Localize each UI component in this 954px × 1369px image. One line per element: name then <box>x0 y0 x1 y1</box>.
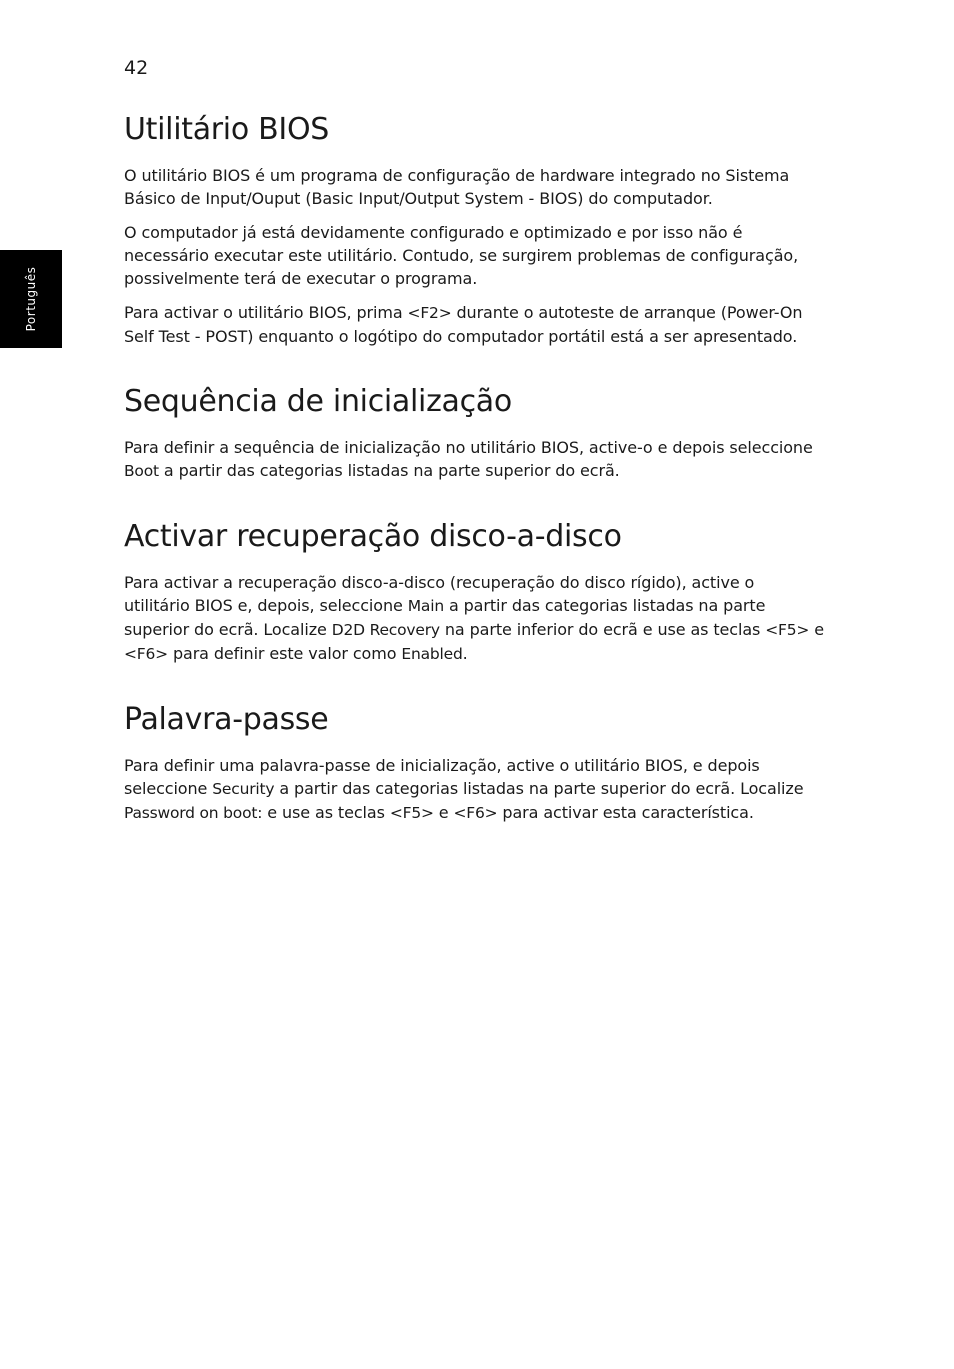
paragraph-text: Para activar a recuperação disco-a-disco (recuperação do disco rígido), active o utilitário BIOS e, depois, seleccione <box>124 573 755 615</box>
paragraph-text: a partir das categorias listadas na parte superior do ecrã. Localize <box>124 596 766 639</box>
paragraph-text: Para definir a sequência de inicialização no utilitário BIOS, active-o e depois seleccione <box>124 438 813 457</box>
menu-term-boot: Boot <box>124 462 159 480</box>
paragraph-text: a partir das categorias listadas na parte superior do ecrã. <box>158 461 620 480</box>
section-paragraph <box>124 221 824 290</box>
key-f2: <F2> <box>407 304 452 322</box>
section-title: Utilitário BIOS <box>124 112 330 147</box>
menu-term-d2d-recovery: D2D Recovery <box>331 621 440 639</box>
menu-term-main: Main <box>407 597 444 615</box>
paragraph-text: Para activar o utilitário BIOS, prima <box>124 303 408 322</box>
page-number: 42 <box>124 57 149 79</box>
paragraph-text: O computador já está devidamente configurado e optimizado e por isso não é necessário executar este utilitário. Contudo, se surgirem problemas de configuração, possivelmente terá de executar o programa. <box>124 223 799 288</box>
key-f6: <F6> <box>453 804 498 822</box>
section-paragraph <box>124 164 824 210</box>
paragraph-text: O utilitário BIOS é um programa de configuração de hardware integrado no Sistema Básico de Input/Ouput (Basic Input/Output System - BIOS) do computador. <box>124 166 790 208</box>
key-f5: <F5> <box>765 621 810 639</box>
paragraph-text: na parte inferior do ecrã e use as teclas <box>439 620 766 639</box>
section-d2d-recovery <box>124 517 824 666</box>
paragraph-text: durante o autoteste de arranque (Power-On Self Test - POST) enquanto o logótipo do computador portátil está a ser apresentado. <box>124 303 803 346</box>
paragraph-text: para definir este valor como <box>167 644 402 663</box>
section-title: Palavra-passe <box>124 702 329 737</box>
section-paragraph <box>124 301 824 348</box>
section-boot-sequence <box>124 382 824 483</box>
menu-term-enabled: Enabled <box>401 645 463 663</box>
section-paragraph <box>124 436 824 483</box>
language-side-tab-label: Português <box>24 266 38 332</box>
paragraph-text: para activar esta característica. <box>497 803 754 822</box>
section-title: Activar recuperação disco-a-disco <box>124 519 622 554</box>
section-title: Sequência de inicialização <box>124 384 512 419</box>
key-f5: <F5> <box>389 804 434 822</box>
section-password <box>124 700 824 825</box>
paragraph-text: e use as teclas <box>262 803 390 822</box>
paragraph-text: e <box>433 803 454 822</box>
document-content <box>124 110 824 836</box>
language-side-tab <box>0 250 62 348</box>
menu-term-password-on-boot: Password on boot: <box>124 804 263 822</box>
paragraph-text: e <box>809 620 824 639</box>
paragraph-text: . <box>462 644 468 663</box>
paragraph-text: a partir das categorias listadas na parte superior do ecrã. Localize <box>274 779 804 798</box>
paragraph-text: Para definir uma palavra-passe de inicialização, active o utilitário BIOS, e depois seleccione <box>124 756 760 798</box>
key-f6: <F6> <box>124 645 168 663</box>
section-bios-utility <box>124 110 824 348</box>
section-paragraph <box>124 754 824 825</box>
menu-term-security: Security <box>212 780 275 798</box>
section-paragraph <box>124 571 824 666</box>
